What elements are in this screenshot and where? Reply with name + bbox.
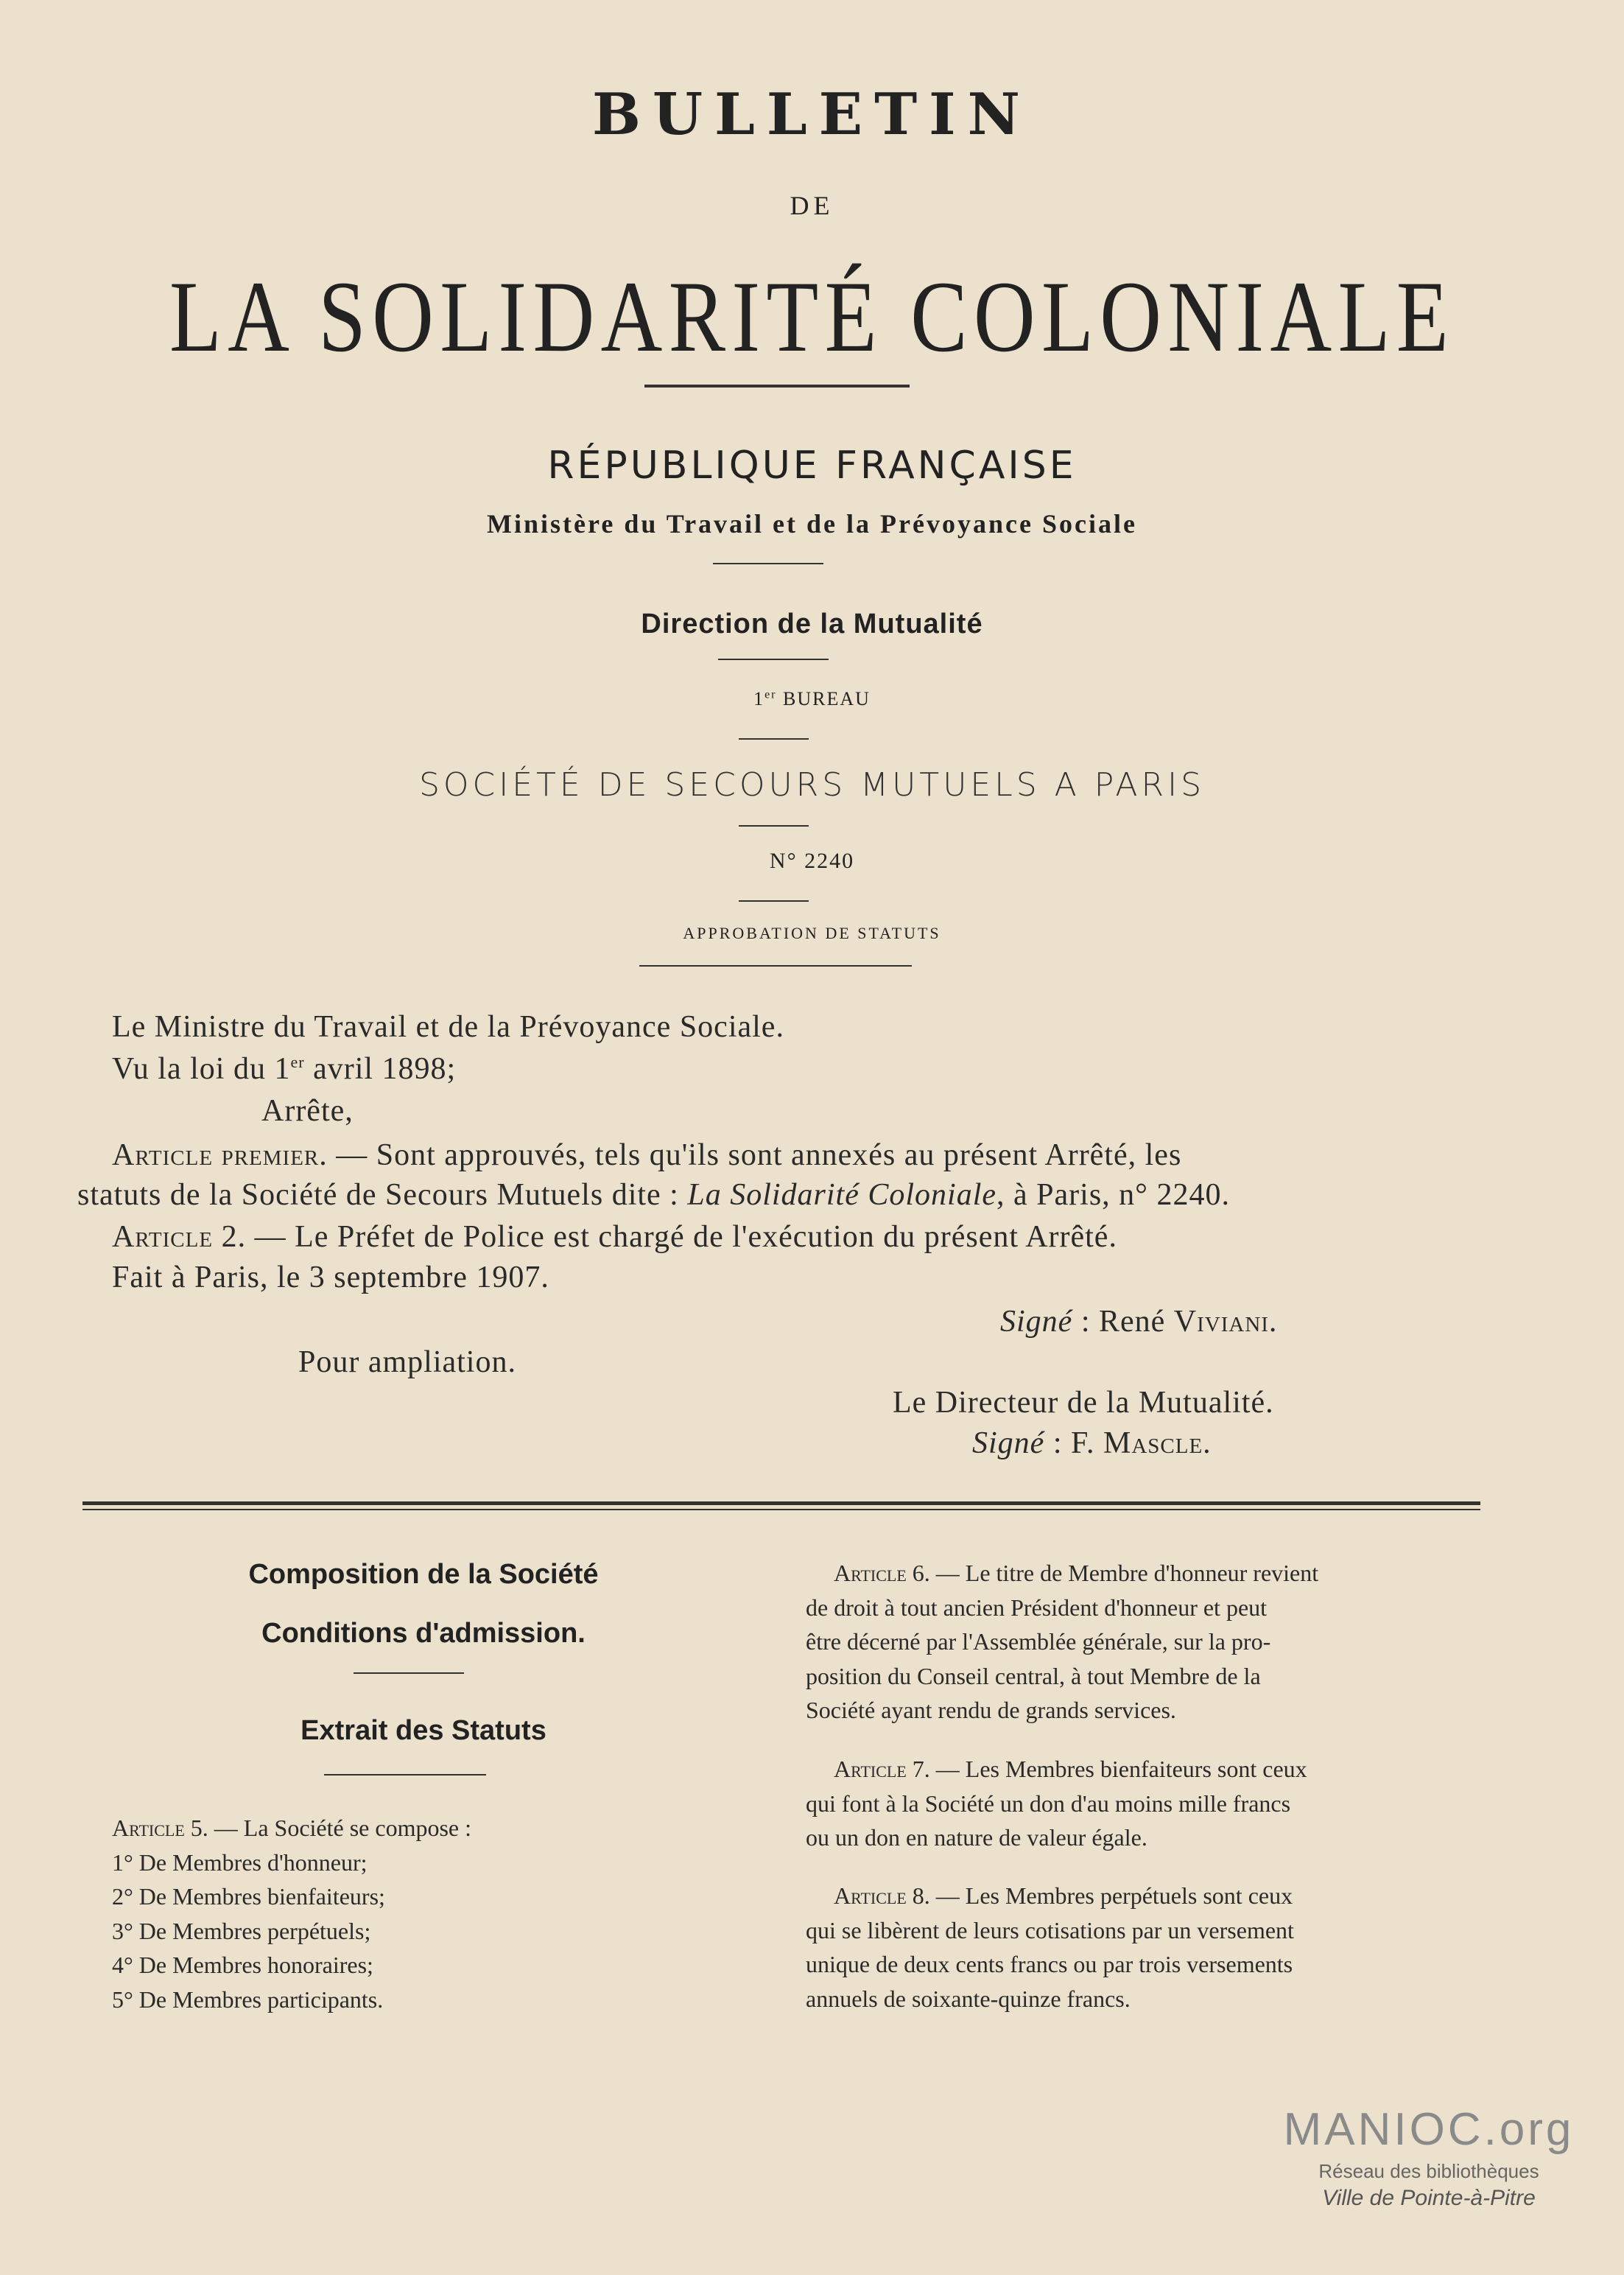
article-5-block <box>112 1811 471 2016</box>
article-5-line <box>112 1811 471 1845</box>
bureau-line <box>0 688 1624 710</box>
fait-a-paris: Fait à Paris, le 3 septembre 1907. <box>112 1261 549 1294</box>
manioc-network-text: Réseau des bibliothèques <box>1318 2160 1539 2182</box>
list-item: 2° De Membres bienfaiteurs; <box>112 1883 385 1910</box>
conditions-rule <box>354 1672 464 1674</box>
ministere-heading: Ministère du Travail et de la Prévoyance Sociale <box>487 509 1137 539</box>
heading-conditions: Conditions d'admission. <box>261 1618 586 1649</box>
article-6-label: Article 6. <box>834 1560 930 1586</box>
signature-mascle <box>972 1426 1212 1461</box>
article-8-line: qui se libèrent de leurs cotisations par un versement <box>806 1916 1294 1943</box>
article-premier-text: — Sont approuvés, tels qu'ils sont annexés au présent Arrêté, les <box>327 1138 1182 1172</box>
article-7-line <box>806 1752 1488 1787</box>
section-divider-bottom <box>82 1509 1480 1510</box>
republique-heading: RÉPUBLIQUE FRANÇAISE <box>547 444 1077 488</box>
manioc-logo: MANIOC.org <box>1283 2104 1575 2155</box>
loi-text-a: Vu la loi du 1 <box>112 1052 291 1086</box>
article-5-label: Article 5. <box>112 1815 208 1841</box>
bureau-rule <box>739 738 809 740</box>
approbation-rule <box>639 965 912 967</box>
article-6-line <box>806 1556 1488 1591</box>
direction-heading: Direction de la Mutualité <box>641 609 983 639</box>
signe-label-1: Signé <box>1000 1305 1073 1339</box>
article-6-text: — Le titre de Membre d'honneur revient <box>929 1560 1319 1586</box>
article-6-block <box>806 1556 1488 1728</box>
article-2-text: — Le Préfet de Police est chargé de l'exécution du présent Arrêté. <box>246 1220 1117 1254</box>
article-8-text: — Les Membres perpétuels sont ceux <box>929 1882 1293 1909</box>
article-8-line: unique de deux cents francs ou par trois versements <box>806 1951 1293 1977</box>
signe-name-2b: Mascle. <box>1103 1426 1212 1460</box>
article-premier-continued <box>77 1177 1230 1213</box>
article-premier-label: Article premier. <box>112 1138 328 1172</box>
article-7-block <box>806 1752 1488 1855</box>
arrete-line-ministre: Le Ministre du Travail et de la Prévoyance Sociale. <box>112 1010 784 1044</box>
title-underline <box>644 385 910 388</box>
extrait-rule <box>324 1774 486 1776</box>
heading-composition: Composition de la Société <box>248 1559 599 1590</box>
article-6-line: position du Conseil central, à tout Membre de la <box>806 1662 1261 1689</box>
societe-heading: SOCIÉTÉ DE SECOURS MUTUELS A PARIS <box>418 766 1206 804</box>
manioc-watermark <box>1252 2103 1606 2211</box>
signe-name-1b: Viviani. <box>1173 1305 1278 1339</box>
article-2 <box>112 1219 1117 1255</box>
signe-name-2a: : F. <box>1044 1426 1103 1460</box>
bureau-label: BUREAU <box>783 688 871 709</box>
de-heading: DE <box>790 191 834 220</box>
ministere-rule <box>713 563 823 564</box>
bureau-superscript: er <box>764 688 777 701</box>
statuts-text-b: , à Paris, n° 2240. <box>996 1178 1230 1212</box>
signe-name-1a: : René <box>1072 1305 1174 1339</box>
section-divider-top <box>82 1501 1480 1505</box>
list-item: 1° De Membres d'honneur; <box>112 1848 368 1876</box>
document-title: LA SOLIDARITÉ COLONIALE <box>169 260 1455 373</box>
article-6-line: Société ayant rendu de grands services. <box>806 1697 1176 1723</box>
heading-extrait: Extrait des Statuts <box>300 1715 546 1746</box>
statuts-text-a: statuts de la Société de Secours Mutuels dite : <box>77 1178 688 1212</box>
societe-rule <box>739 825 809 827</box>
article-6-line: être décerné par l'Assemblée générale, sur la pro- <box>806 1628 1271 1655</box>
signe-label-2: Signé <box>972 1426 1045 1460</box>
approbation-heading: APPROBATION DE STATUTS <box>683 924 941 942</box>
list-item: 5° De Membres participants. <box>112 1985 384 2013</box>
list-item: 4° De Membres honoraires; <box>112 1952 373 1978</box>
article-7-text: — Les Membres bienfaiteurs sont ceux <box>929 1756 1307 1782</box>
numero-heading: N° 2240 <box>769 849 855 873</box>
article-6-line: de droit à tout ancien Président d'honneur et peut <box>806 1594 1268 1621</box>
article-7-line: qui font à la Société un don d'au moins mille francs <box>806 1789 1291 1817</box>
article-8-label: Article 8. <box>834 1882 930 1909</box>
list-item: 3° De Membres perpétuels; <box>112 1917 371 1944</box>
article-8-block <box>806 1879 1488 2016</box>
pour-ampliation: Pour ampliation. <box>298 1345 516 1379</box>
article-8-line <box>806 1879 1488 1913</box>
arrete-line-arrete: Arrête, <box>261 1094 354 1128</box>
societe-name-italic: La Solidarité Coloniale <box>687 1178 997 1212</box>
article-2-label: Article 2. <box>112 1220 247 1254</box>
bureau-number: 1 <box>753 688 765 709</box>
article-8-line: annuels de soixante-quinze francs. <box>806 1985 1131 2012</box>
manioc-city-text: Ville de Pointe-à-Pitre <box>1322 2186 1536 2210</box>
loi-superscript: er <box>290 1053 305 1071</box>
article-7-line: ou un don en nature de valeur égale. <box>806 1824 1147 1851</box>
article-5-text: — La Société se compose : <box>208 1815 472 1841</box>
arrete-line-loi <box>112 1051 456 1087</box>
article-premier <box>112 1138 1473 1173</box>
bulletin-heading: BULLETIN <box>592 81 1032 148</box>
numero-rule <box>739 900 809 902</box>
loi-text-b: avril 1898; <box>304 1052 457 1086</box>
direction-rule <box>718 659 829 660</box>
signature-viviani <box>1000 1304 1277 1339</box>
directeur-mutualite: Le Directeur de la Mutualité. <box>893 1386 1274 1420</box>
article-7-label: Article 7. <box>834 1756 930 1782</box>
